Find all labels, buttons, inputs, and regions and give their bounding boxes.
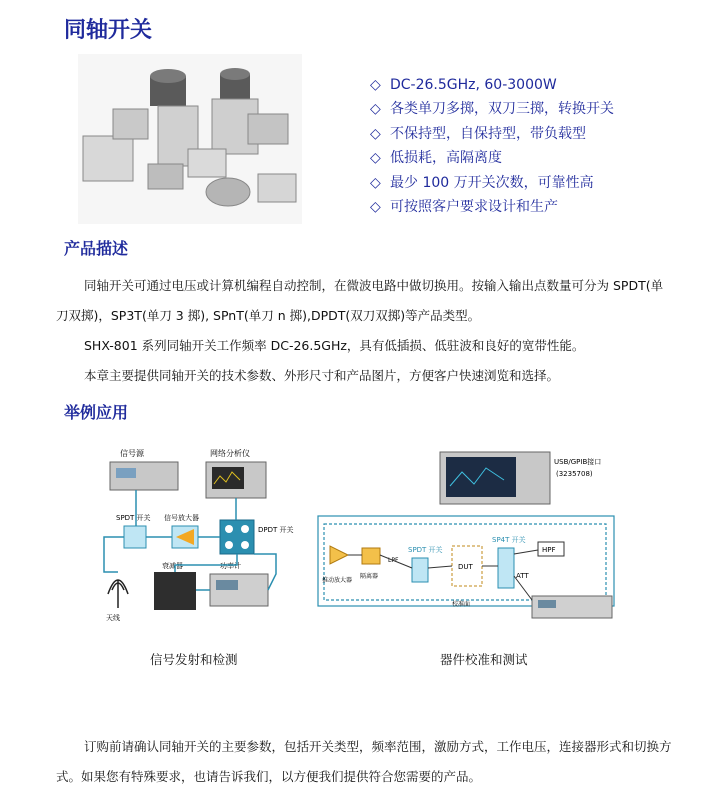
driver-amplifier-icon: [330, 546, 348, 564]
feature-text: 最少 100 万开关次数，可靠性高: [390, 174, 594, 191]
feature-item: [370, 97, 614, 121]
label-isolator: 隔离器: [360, 573, 379, 580]
sp4t-switch-block: [498, 548, 514, 588]
description-paragraph-3: 本章主要提供同轴开关的技术参数、外形尺寸和产品图片，方便客户快速浏览和选择。: [84, 368, 560, 383]
feature-item: [370, 73, 614, 97]
label-usb-interface: USB/GPIB接口: [554, 458, 602, 466]
label-dpdt-switch: DPDT 开关: [258, 526, 294, 534]
caption-right-diagram: 器件校准和测试: [440, 652, 528, 667]
ordering-note-line-2: 式。如果您有特殊要求，也请告诉我们，以方便我们提供符合您需要的产品。: [56, 769, 482, 784]
diamond-bullet-icon: ◇: [370, 150, 381, 167]
product-photo: [78, 54, 302, 224]
antenna-icon: [108, 580, 128, 608]
label-dut: DUT: [458, 563, 473, 571]
section-title-description: 产品描述: [64, 239, 129, 258]
label-calibration: 校准面: [452, 601, 471, 608]
page-title: 同轴开关: [64, 18, 153, 43]
feature-item: [370, 122, 614, 146]
label-antenna: 天线: [106, 614, 120, 622]
label-att: ATT: [516, 572, 529, 580]
spdt-switch-block: [124, 526, 146, 548]
description-paragraph-1-cont: 刀双掷)，SP3T(单刀 3 掷), SPnT(单刀 n 掷),DPDT(双刀双掷)等产品类型。: [56, 308, 481, 323]
feature-text: 不保持型，自保持型，带负载型: [390, 125, 586, 142]
feature-item: [370, 171, 614, 195]
section-title-application: 举例应用: [64, 403, 129, 422]
description-paragraph-2: SHX-801 系列同轴开关工作频率 DC-26.5GHz，具有低插损、低驻波和良好的宽带性能。: [84, 338, 585, 353]
feature-text: 可按照客户要求设计和生产: [390, 198, 558, 215]
spdt-switch-block: [412, 558, 428, 582]
diamond-bullet-icon: ◇: [370, 101, 381, 118]
label-hpf: HPF: [542, 546, 556, 554]
label-attenuator: 衰减器: [162, 562, 183, 570]
label-amplifier: 信号放大器: [164, 514, 199, 522]
feature-item: [370, 195, 614, 219]
dpdt-switch-block: [220, 520, 254, 554]
diamond-bullet-icon: ◇: [370, 174, 381, 191]
label-spdt-switch: SPDT 开关: [116, 514, 151, 522]
feature-item: [370, 146, 614, 170]
feature-text: 低损耗，高隔离度: [390, 150, 502, 167]
feature-list: [370, 73, 614, 219]
isolator-block: [362, 548, 380, 564]
label-signal-source: 信号源: [120, 449, 144, 458]
diamond-bullet-icon: ◇: [370, 125, 381, 142]
diagram-calibration-test: [316, 450, 636, 625]
attenuator-device: [154, 572, 196, 610]
label-power-meter: 功率计: [220, 562, 241, 570]
diamond-bullet-icon: ◇: [370, 198, 381, 215]
caption-left-diagram: 信号发射和检测: [150, 652, 238, 667]
feature-text: DC-26.5GHz, 60-3000W: [390, 77, 557, 93]
feature-text: 各类单刀多掷，双刀三掷，转换开关: [390, 101, 614, 118]
diagram-signal-transmit: [96, 440, 306, 630]
label-spdt-switch: SPDT 开关: [408, 546, 443, 554]
description-paragraph-1: 同轴开关可通过电压或计算机编程自动控制，在微波电路中做切换用。按输入输出点数量可分为 SPDT(单: [84, 278, 664, 293]
label-lpf: LPF: [388, 557, 399, 564]
label-sp4t-switch: SP4T 开关: [492, 536, 526, 544]
ordering-note-line-1: 订购前请确认同轴开关的主要参数，包括开关类型，频率范围，激励方式，工作电压，连接器形式和切换方: [84, 739, 672, 754]
label-model: (3235708): [556, 470, 593, 478]
label-network-analyzer: 网络分析仪: [210, 449, 250, 458]
diamond-bullet-icon: ◇: [370, 77, 381, 93]
label-driver-amp: 推动放大器: [322, 577, 353, 584]
